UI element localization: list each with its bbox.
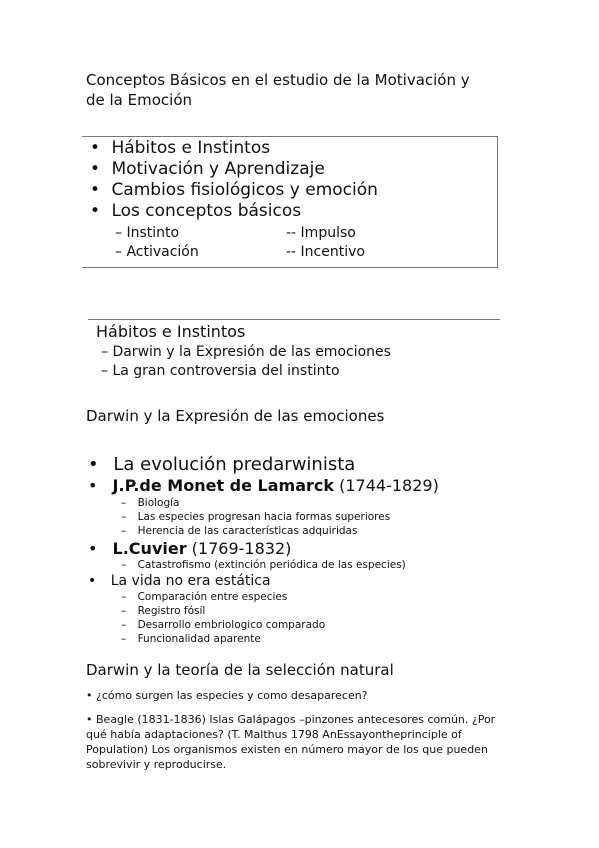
paragraph-bullet [86,712,495,772]
slide-top-border [88,319,500,320]
sub-item [121,632,261,647]
sub-item-left: – Instinto [115,225,180,241]
sub-item-right: -- Impulso [286,225,356,241]
bullet-item-text: Motivación y Aprendizaje [111,159,325,179]
bullet-item-text: Cambios fisiológicos y emoción [111,180,378,200]
paragraph-line: qué había adaptaciones? (T. Malthus 1798 AnEssayontheprinciple of [86,728,462,741]
dash-icon: – [121,497,127,509]
section-title [86,70,470,110]
section-title: Darwin y la Expresión de las emociones [86,407,385,425]
bullet-dot-icon: • [88,539,98,558]
sub-item: – La gran controversia del instinto [101,363,340,379]
bullet-item-bold: L.Cuvier [112,539,187,558]
sub-item-right: -- Incentivo [286,244,365,260]
sub-item [121,524,357,539]
bullet-item-text: La vida no era estática [110,573,271,589]
bullet-dot-icon: • [90,159,101,179]
bullet-item [90,201,301,222]
sub-item-left: – Activación [115,244,199,260]
slide-right-border [497,136,498,268]
slide-bottom-border [82,267,498,268]
bullet-item [88,476,439,496]
paragraph-line: sobrevivir y reproducirse. [86,758,227,771]
dash-icon: – [121,591,127,603]
bullet-item [90,138,270,159]
dash-icon: – [121,511,127,523]
bullet-item [90,159,325,180]
sub-item-text: Las especies progresan hacia formas superiores [137,511,391,523]
bullet-dot-icon: • [88,573,97,589]
dash-icon: – [121,525,127,537]
section-title-line-2: de la Emoción [86,91,193,109]
paragraph-text: ¿cómo surgen las especies y como desaparecen? [96,689,368,702]
paragraph-line: Beagle (1831-1836) Islas Galápagos –pinzones antecesores común. ¿Por [96,713,496,726]
sub-item-text: Registro fósil [137,605,206,617]
bullet-dot-icon: • [90,180,101,200]
sub-item-text: Herencia de las características adquiridas [137,525,358,537]
bullet-item [90,180,378,201]
slide-image-1 [82,136,498,268]
bullet-item-years: (1744-1829) [334,476,439,495]
sub-item [121,558,406,573]
bullet-item [88,539,291,559]
sub-item: – Darwin y la Expresión de las emociones [101,344,391,360]
bullet-dot-icon: • [90,201,101,221]
slide-image-2 [88,318,500,382]
dash-icon: – [121,605,127,617]
bullet-dot-icon: • [88,476,98,495]
paragraph-line: Population) Los organismos existen en número mayor de los que pueden [86,743,488,756]
sub-item [121,590,287,605]
sub-item [121,604,205,619]
bullet-dot-icon: • [90,138,101,158]
bullet-item-bold: J.P.de Monet de Lamarck [112,476,335,495]
bullet-item-text: La evolución predarwinista [113,454,356,475]
sub-item [121,510,390,525]
slide-title: Hábitos e Instintos [96,322,246,341]
sub-item-text: Comparación entre especies [137,591,288,603]
bullet-item [88,454,355,476]
paragraph-bullet [86,688,368,703]
sub-item-text: Funcionalidad aparente [137,633,261,645]
bullet-dot-icon: • [86,713,93,726]
dash-icon: – [121,633,127,645]
bullet-dot-icon: • [86,689,93,702]
bullet-item-text: Hábitos e Instintos [111,138,271,158]
bullet-item-years: (1769-1832) [186,539,292,558]
slide-top-border [82,136,498,137]
dash-icon: – [121,619,127,631]
sub-item [121,618,325,633]
bullet-item-text: Los conceptos básicos [111,201,302,221]
bullet-dot-icon: • [88,454,99,475]
slide-image-3 [88,452,508,650]
section-title: Darwin y la teoría de la selección natural [86,661,394,679]
sub-item-text: Biología [137,497,180,509]
dash-icon: – [121,559,127,571]
section-title-line-1: Conceptos Básicos en el estudio de la Motivación y [86,71,470,89]
bullet-item [88,572,271,590]
sub-item-text: Desarrollo embriologico comparado [137,619,326,631]
sub-item-text: Catastrofismo (extinción periódica de las especies) [137,559,406,571]
sub-item [121,496,180,511]
